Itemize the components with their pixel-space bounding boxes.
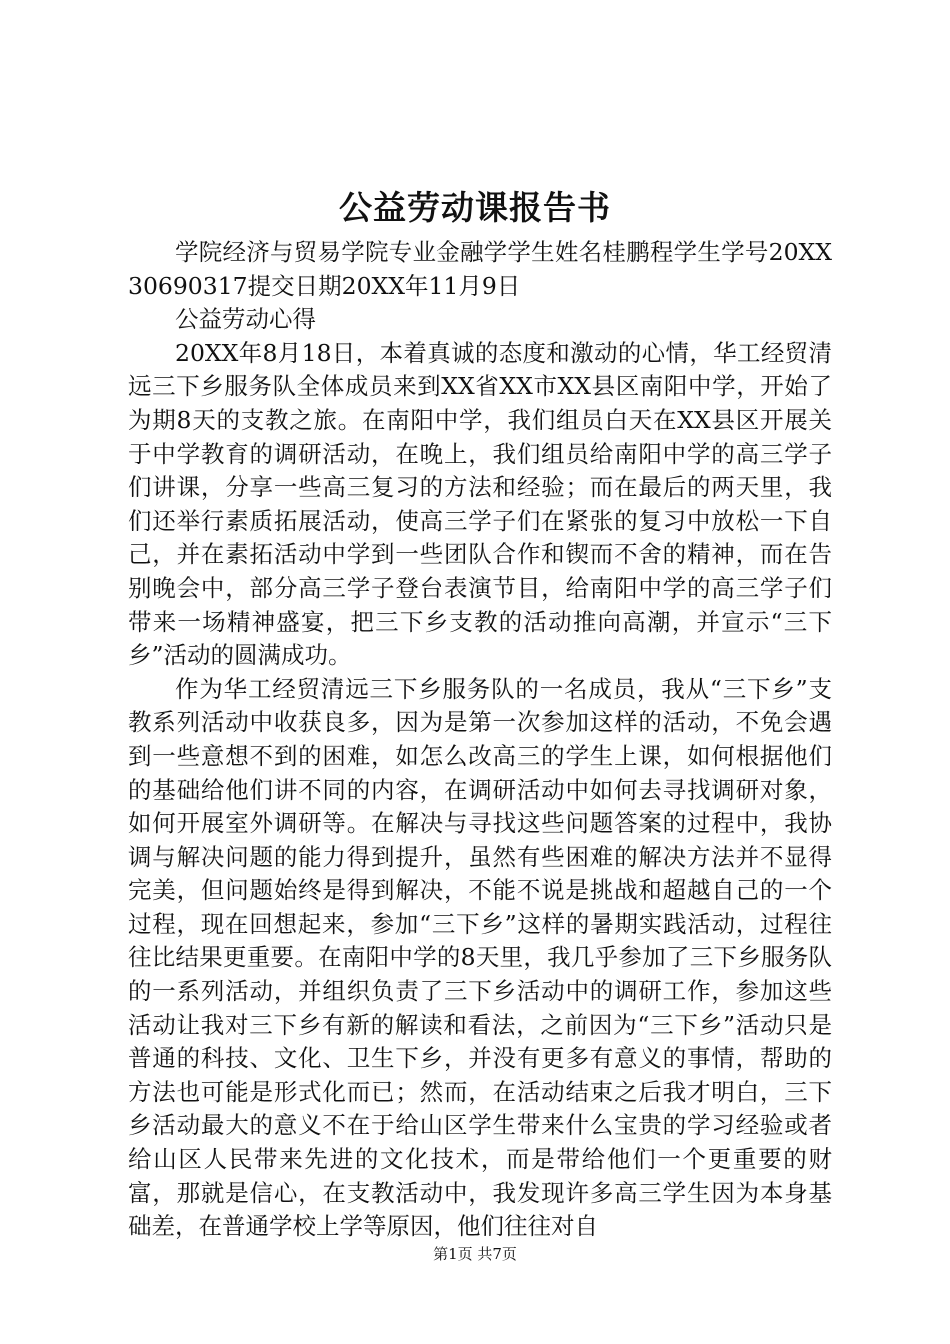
section-heading: 公益劳动心得 [175,305,316,334]
document-body [128,236,832,1244]
page-footer: 第1页 共7页 [433,1245,517,1263]
paragraph-1: 20XX年8月18日，本着真诚的态度和激动的心情，华工经贸清远三下乡服务队全体成员来到XX省XX市XX县区南阳中学，开始了为期8天的支教之旅。在南阳中学，我们组员白天在XX县区开展关于中学教育的调研活动，在晚上，我们组员给南阳中学的高三学子们讲课，分享一些高三复习的方法和经验；而在最后的两天里，我们还举行素质拓展活动，使高三学子们在紧张的复习中放松一下自己，并在素拓活动中学到一些团队合作和锲而不舍的精神，而在告别晚会中，部分高三学子登台表演节目，给南阳中学的高三学子们带来一场精神盛宴，把三下乡支教的活动推向高潮，并宣示“三下乡”活动的圆满成功。 [128,338,832,670]
info-line: 学院经济与贸易学院专业金融学学生姓名桂鹏程学生学号20XX30690317提交日期20XX年11月9日 [128,238,832,300]
paragraph-2: 作为华工经贸清远三下乡服务队的一名成员，我从“三下乡”支教系列活动中收获良多，因为是第一次参加这样的活动，不免会遇到一些意想不到的困难，如怎么改高三的学生上课，如何根据他们的基础给他们讲不同的内容，在调研活动中如何去寻找调研对象，如何开展室外调研等。在解决与寻找这些问题答案的过程中，我协调与解决问题的能力得到提升，虽然有些困难的解决方法并不显得完美，但问题始终是得到解决，不能不说是挑战和超越自己的一个过程，现在回想起来，参加“三下乡”这样的暑期实践活动，过程往往比结果更重要。在南阳中学的8天里，我几乎参加了三下乡服务队的一系列活动，并组织负责了三下乡活动中的调研工作，参加这些活动让我对三下乡有新的解读和看法，之前因为“三下乡”活动只是普通的科技、文化、卫生下乡，并没有更多有意义的事情，帮助的方法也可能是形式化而已；然而，在活动结束之后我才明白，三下乡活动最大的意义不在于给山区学生带来什么宝贵的学习经验或者给山区人民带来先进的文化技术，而是带给他们一个更重要的财富，那就是信心，在支教活动中，我发现许多高三学生因为本身基础差，在普通学校上学等原因，他们往往对自 [128,674,832,1241]
page-title: 公益劳动课报告书 [339,188,611,227]
